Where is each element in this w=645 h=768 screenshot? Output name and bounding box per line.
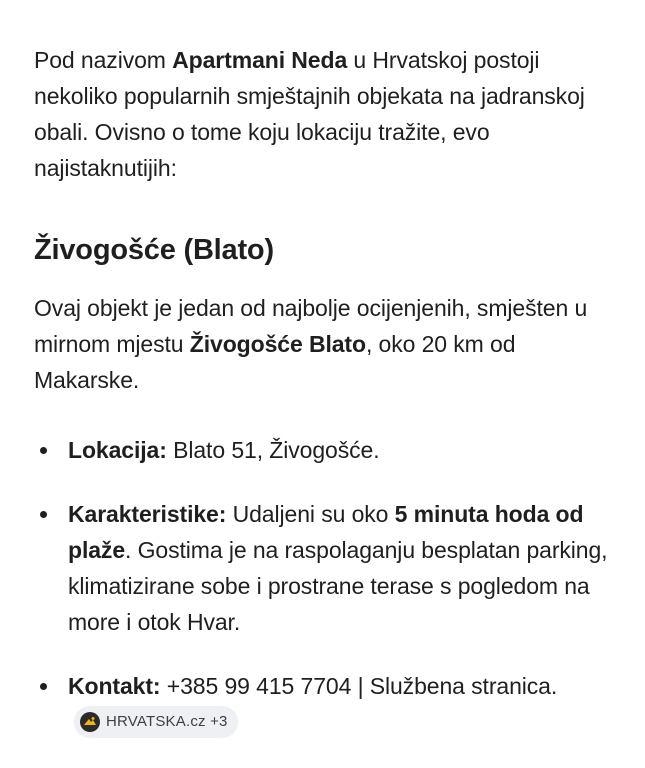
features-bold: 5 minuta hoda od plaže: [68, 501, 584, 563]
response-content: [34, 42, 624, 768]
section-para-bold: Živogošće Blato: [189, 331, 366, 357]
details-list: [34, 432, 624, 740]
list-item-location: [34, 432, 624, 468]
bullet-dot: [40, 447, 47, 454]
location-text: Blato 51, Živogošće.: [166, 437, 380, 463]
features-label: Karakteristike:: [68, 501, 227, 527]
section-paragraph: [34, 290, 624, 398]
source-chip-label: HRVATSKA.cz +3: [106, 712, 228, 730]
contact-text: +385 99 415 7704 | Službena stranica.: [160, 673, 558, 699]
bullet-dot: [40, 511, 47, 518]
features-text-before: Udaljeni su oko: [226, 501, 395, 527]
features-text-after: . Gostima je na raspolaganju besplatan parking, klimatizirane sobe i prostrane terase s pogledom na more i otok Hvar.: [68, 537, 608, 635]
source-chip[interactable]: [74, 706, 238, 738]
list-item-features: [34, 496, 624, 640]
intro-prefix: Pod nazivom: [34, 47, 173, 73]
intro-brand: Apartmani Neda: [172, 47, 348, 73]
contact-label: Kontakt:: [68, 673, 161, 699]
list-item-contact: [34, 668, 624, 740]
location-label: Lokacija:: [68, 437, 167, 463]
bullet-dot: [40, 683, 47, 690]
source-favicon-icon: [80, 712, 100, 732]
section-para-suffix: , oko 20 km od Makarske.: [34, 331, 516, 393]
intro-suffix: u Hrvatskoj postoji nekoliko popularnih smještajnih objekata na jadranskoj obali. Ovisno o tome koju lokaciju tražite, evo najistaknutijih:: [34, 47, 585, 181]
section-heading: Živogošće (Blato): [34, 234, 274, 266]
intro-paragraph: [34, 42, 624, 186]
section-para-prefix: Ovaj objekt je jedan od najbolje ocijenjenih, smješten u mirnom mjestu: [34, 295, 588, 357]
